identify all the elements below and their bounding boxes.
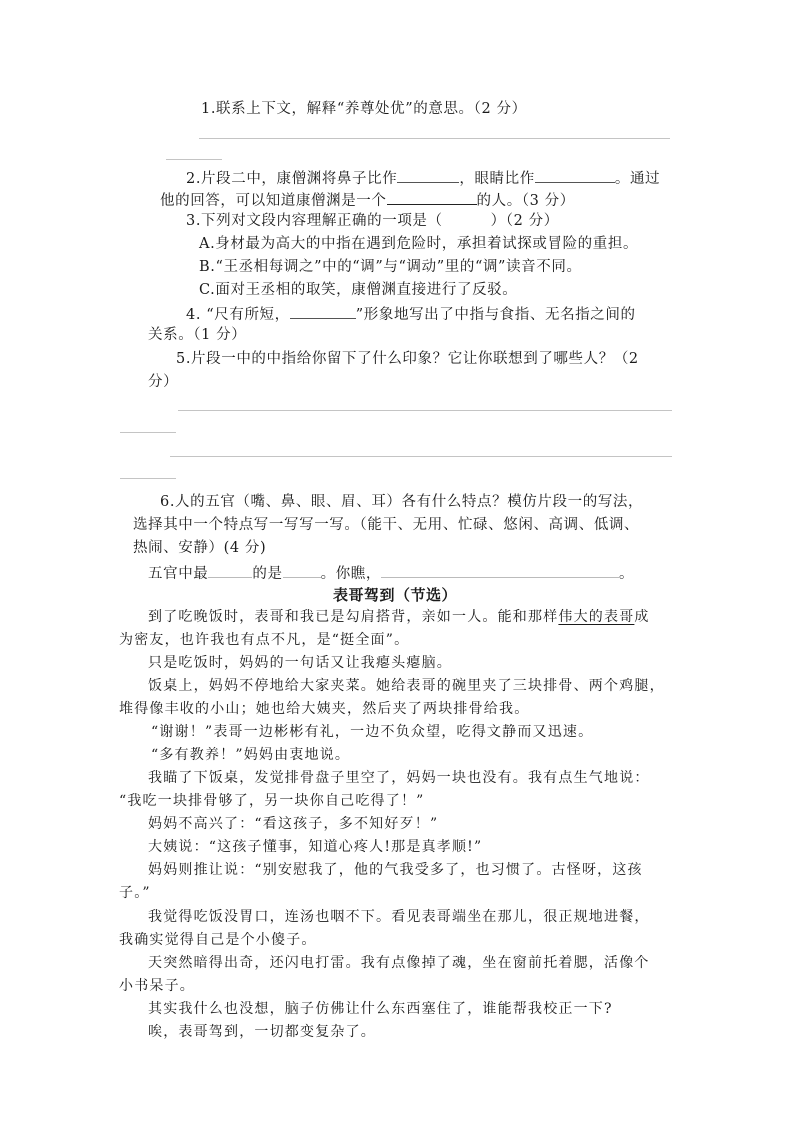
question-6-fill-line [148,562,634,584]
fill-text-c: 。你瞧， [320,566,382,582]
answer-line-q1-a[interactable] [199,138,670,139]
question-2-text-b: ，眼睛比作 [459,171,535,187]
story-p9-line-2: 子。” [119,885,151,901]
story-text: 成 [634,609,650,625]
story-p9-line-1: 妈妈则推让说：“别安慰我了，他的气我受多了，也习惯了。古怪呀，这孩 [148,862,643,878]
answer-line-q1-b[interactable] [166,159,222,160]
question-5-line-1: 5.片段一中的中指给你留下了什么印象？它让你联想到了哪些人？（2 [176,351,639,367]
blank-eye-comparison[interactable] [535,167,615,183]
question-6-line-2: 选择其中一个特点写一写写一写。（能干、无用、忙碌、悠闲、高调、低调、 [133,517,640,533]
story-p7: 妈妈不高兴了：“看这孩子，多不知好歹！” [148,816,439,832]
fill-text-b: 的是 [252,566,283,582]
blank-trait[interactable] [283,562,321,578]
story-p11-line-1: 天突然暗得出奇，还闪电打雷。我有点像掉了魂，坐在窗前托着腮，活像个 [148,955,650,971]
question-6-line-3: 热闹、安静）(4 分) [133,540,267,556]
answer-line-q5-a[interactable] [178,410,672,411]
blank-organ[interactable] [208,562,252,578]
question-4-line-2: 关系。（1 分） [148,327,247,343]
story-p4: “谢谢！”表哥一边彬彬有礼，一边不负众望，吃得文静而又迅速。 [151,724,594,740]
blank-nose-comparison[interactable] [397,167,459,183]
question-2-text-a: 2.片段二中，康僧渊将鼻子比作 [186,171,398,187]
blank-description[interactable] [381,562,619,578]
story-p1-line-1 [148,607,650,627]
fill-text-d: 。 [619,566,635,582]
question-2-line-2 [160,189,575,211]
story-p5: “多有教养！”妈妈由衷地说。 [151,747,351,763]
answer-line-q5-b[interactable] [120,432,176,433]
story-p11-line-2: 小书呆子。 [119,978,195,994]
question-3-score: ）（2 分） [490,213,559,229]
story-p6-line-2: “我吃一块排骨够了，另一块你自己吃得了！” [119,793,425,809]
story-p12: 其实我什么也没想，脑子仿佛让什么东西塞住了，谁能帮我校正一下? [148,1001,613,1017]
story-p8: 大姨说：“这孩子懂事，知道心疼人!那是真孝顺!” [148,839,483,855]
story-p1-line-2: 为密友，也许我也有点不凡，是“挺全面”。 [119,632,410,648]
question-2-text-c: 。通过 [614,171,661,187]
story-p3-line-1: 饭桌上，妈妈不停地给大家夹菜。她给表哥的碗里夹了三块排骨、两个鸡腿， [148,678,665,694]
story-title: 表哥驾到（节选） [333,586,458,604]
story-p10-line-2: 我确实觉得自己是个小傻子。 [119,932,317,948]
blank-idiom[interactable] [290,303,356,319]
story-p3-line-2: 堆得像丰收的小山；她也给大姨夹，然后夹了两块排骨给我。 [119,701,530,717]
answer-line-q5-d[interactable] [120,478,176,479]
question-4-line-1 [186,303,636,325]
story-p13: 唉，表哥驾到，一切都变复杂了。 [148,1024,376,1040]
question-3-text: 3.下列对文段内容理解正确的一项是（ [186,213,443,229]
story-p2: 只是吃饭时，妈妈的一句话又让我瘪头瘪脑。 [148,655,452,671]
option-b: B.“王丞相每调之”中的“调”与“调动”里的“调”读音不同。 [199,259,582,275]
option-a: A.身材最为高大的中指在遇到危险时，承担着试探或冒险的重担。 [199,236,639,252]
question-5-line-2: 分） [148,374,179,390]
story-text: 到了吃晚饭时，表哥和我已是勾肩搭背，亲如一人。能和那样 [148,609,559,625]
story-p10-line-1: 我觉得吃饭没胃口，连汤也咽不下。看见表哥端坐在那儿，很正规地进餐， [148,909,650,925]
fill-text-a: 五官中最 [148,566,209,582]
question-6-line-1: 6.人的五官（嘴、鼻、眼、眉、耳）各有什么特点？模仿片段一的写法， [160,494,644,510]
option-c: C.面对王丞相的取笑，康僧渊直接进行了反驳。 [199,282,518,298]
underlined-phrase: 伟大的表哥 [558,609,635,625]
blank-person-trait[interactable] [387,189,477,205]
question-1: 1.联系上下文，解释“养尊处优”的意思。（2 分） [201,101,527,117]
question-2-text-d: 他的回答，可以知道康僧渊是一个 [160,193,387,209]
question-2-line-1 [186,167,660,189]
question-2-text-e: 的人。（3 分） [476,193,575,209]
question-4-text-a: 4. “尺有所短， [186,307,290,323]
answer-line-q5-c[interactable] [170,456,672,457]
question-3-stem [186,211,559,231]
question-4-text-b: ”形象地写出了中指与食指、无名指之间的 [355,307,636,323]
story-p6-line-1: 我瞄了下饭桌，发觉排骨盘子里空了，妈妈一块也没有。我有点生气地说： [148,770,650,786]
